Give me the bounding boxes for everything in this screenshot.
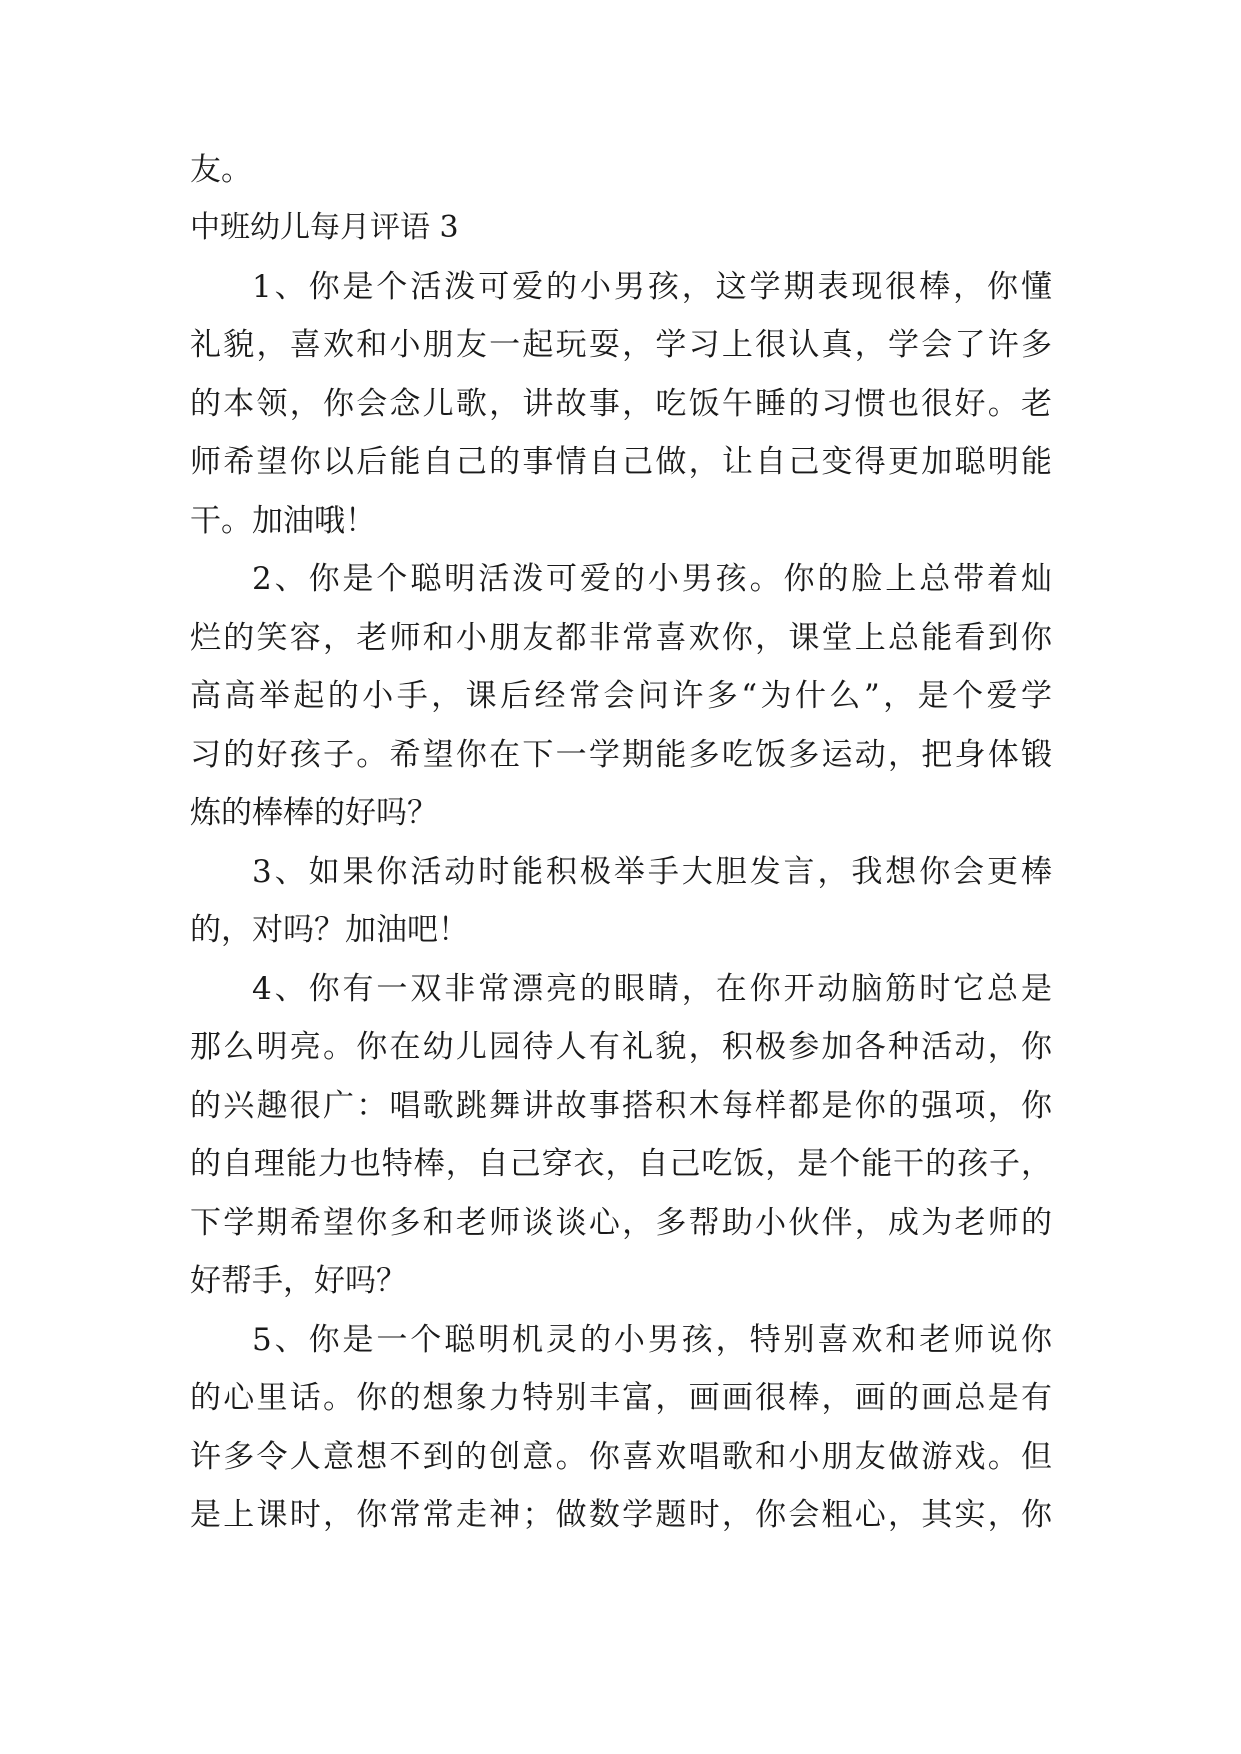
paragraph-4-line: 的兴趣很广：唱歌跳舞讲故事搭积木每样都是你的强项，你 xyxy=(190,1088,1052,1124)
paragraph-2-line: 炼的棒棒的好吗？ xyxy=(190,795,438,831)
text-line: 友。 xyxy=(190,152,252,188)
paragraph-4-line: 4、你有一双非常漂亮的眼睛，在你开动脑筋时它总是 xyxy=(252,971,1052,1007)
paragraph-1-line: 的本领，你会念儿歌，讲故事，吃饭午睡的习惯也很好。老 xyxy=(190,386,1052,422)
paragraph-5-line: 许多令人意想不到的创意。你喜欢唱歌和小朋友做游戏。但 xyxy=(190,1439,1052,1475)
paragraph-5-line: 是上课时，你常常走神；做数学题时，你会粗心，其实，你 xyxy=(190,1497,1052,1533)
paragraph-4-line: 那么明亮。你在幼儿园待人有礼貌，积极参加各种活动，你 xyxy=(190,1029,1052,1065)
paragraph-5-line: 的心里话。你的想象力特别丰富，画画很棒，画的画总是有 xyxy=(190,1380,1052,1416)
paragraph-2-line: 习的好孩子。希望你在下一学期能多吃饭多运动，把身体锻 xyxy=(190,737,1052,773)
paragraph-4-line: 的自理能力也特棒，自己穿衣，自己吃饭，是个能干的孩子， xyxy=(190,1146,1052,1182)
section-heading: 中班幼儿每月评语 3 xyxy=(190,210,459,245)
paragraph-2-line: 2、你是个聪明活泼可爱的小男孩。你的脸上总带着灿 xyxy=(252,561,1052,597)
paragraph-4-line: 下学期希望你多和老师谈谈心，多帮助小伙伴，成为老师的 xyxy=(190,1205,1052,1241)
paragraph-3-line: 的，对吗？加油吧！ xyxy=(190,912,469,948)
paragraph-2-line: 烂的笑容，老师和小朋友都非常喜欢你，课堂上总能看到你 xyxy=(190,620,1052,656)
paragraph-1-line: 干。加油哦！ xyxy=(190,503,376,539)
paragraph-5-line: 5、你是一个聪明机灵的小男孩，特别喜欢和老师说你 xyxy=(252,1322,1052,1358)
paragraph-4-line: 好帮手，好吗？ xyxy=(190,1263,407,1299)
paragraph-2-line: 高高举起的小手，课后经常会问许多“为什么”，是个爱学 xyxy=(190,678,1052,714)
paragraph-3-line: 3、如果你活动时能积极举手大胆发言，我想你会更棒 xyxy=(252,854,1052,890)
paragraph-1-line: 1、你是个活泼可爱的小男孩，这学期表现很棒，你懂 xyxy=(252,269,1052,305)
paragraph-1-line: 礼貌，喜欢和小朋友一起玩耍，学习上很认真，学会了许多 xyxy=(190,327,1052,363)
paragraph-1-line: 师希望你以后能自己的事情自己做，让自己变得更加聪明能 xyxy=(190,444,1052,480)
